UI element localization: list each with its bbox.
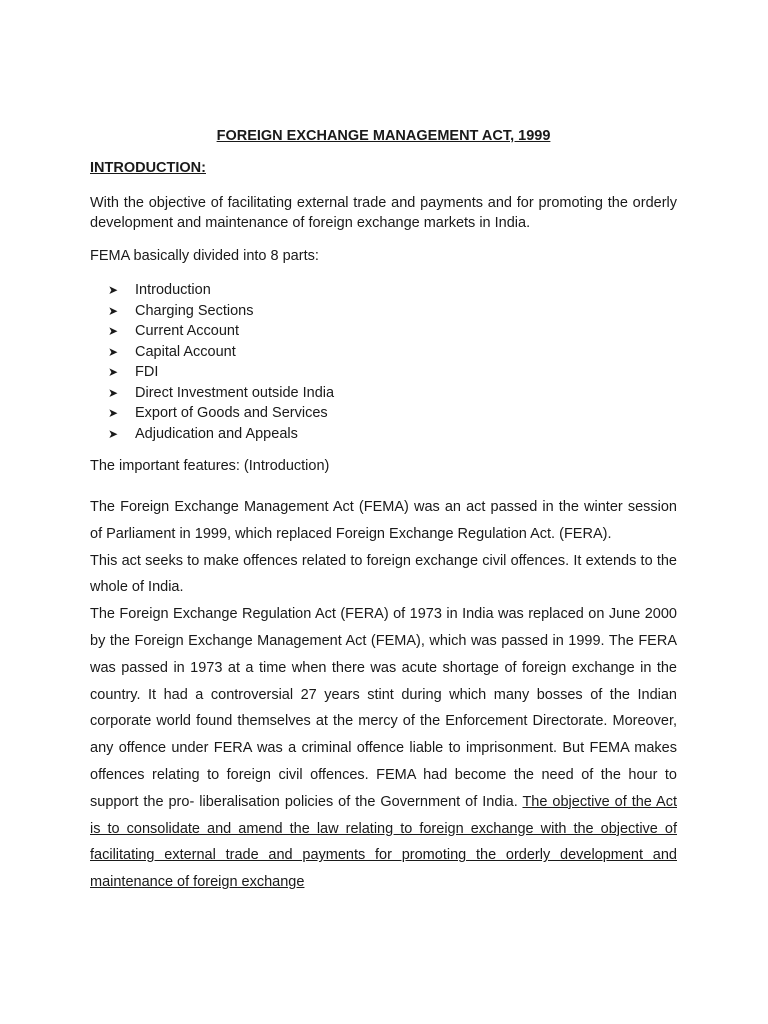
list-item <box>108 383 334 404</box>
body-paragraph-3 <box>90 601 677 896</box>
body-paragraph-1: The Foreign Exchange Management Act (FEMA) was an act passed in the winter session of Parliament in 1999, which replaced Foreign Exchange Regulation Act. (FERA). <box>90 499 677 542</box>
body-text <box>90 494 677 896</box>
body-paragraph-2: This act seeks to make offences related to foreign exchange civil offences. It extends to the whole of India. <box>90 552 677 596</box>
list-item <box>108 424 334 445</box>
list-item <box>108 301 334 322</box>
list-item-label: Export of Goods and Services <box>135 405 328 422</box>
list-item-label: Capital Account <box>135 343 236 360</box>
arrow-bullet-icon: ➤ <box>108 324 119 339</box>
list-item-label: Charging Sections <box>135 302 254 319</box>
list-item-label: Current Account <box>135 323 239 340</box>
list-item <box>108 321 334 342</box>
arrow-bullet-icon: ➤ <box>108 344 119 359</box>
list-item-label: Adjudication and Appeals <box>135 425 298 442</box>
arrow-bullet-icon: ➤ <box>108 303 119 318</box>
arrow-bullet-icon: ➤ <box>108 365 119 380</box>
arrow-bullet-icon: ➤ <box>108 385 119 400</box>
arrow-bullet-icon: ➤ <box>108 406 119 421</box>
list-item-label: Introduction <box>135 282 211 299</box>
list-item <box>108 342 334 363</box>
list-item-label: Direct Investment outside India <box>135 384 335 401</box>
list-item <box>108 403 334 424</box>
section-heading-introduction: INTRODUCTION: <box>90 160 206 176</box>
body-paragraph-3-text: The Foreign Exchange Regulation Act (FERA) of 1973 in India was replaced on June 2000 by the Foreign Exchange Management Act (FEMA), which was passed in 1999. The FERA was passed in 1973 at a time when there was acute shortage of foreign exchange in the country. It had a controversial 27 years stint during which many bosses of the Indian corporate world found themselves at the mercy of the Enforcement Directorate. Moreover, any offence under FERA was a criminal offence liable to imprisonment. But FEMA makes offences relating to foreign civil offences. FEMA had become the need of the hour to support the pro- liberalisation policies of the Government of India. <box>90 606 677 810</box>
list-item <box>108 362 334 383</box>
parts-lead-text: FEMA basically divided into 8 parts: <box>90 248 319 264</box>
parts-list <box>108 280 334 444</box>
intro-paragraph: With the objective of facilitating external trade and payments and for promoting the orderly development and maintenance of foreign exchange markets in India. <box>90 195 677 231</box>
list-item-label: FDI <box>135 364 159 381</box>
arrow-bullet-icon: ➤ <box>108 283 119 298</box>
arrow-bullet-icon: ➤ <box>108 426 119 441</box>
document-title: FOREIGN EXCHANGE MANAGEMENT ACT, 1999 <box>216 128 551 144</box>
underlined-objective-text: The objective of the Act is to consolidate and amend the law relating to foreign exchange with the objective of facilitating external trade and payments for promoting the orderly development and maintenance of foreign exchange <box>90 793 678 891</box>
list-item <box>108 280 334 301</box>
features-lead-text: The important features: (Introduction) <box>90 458 330 474</box>
